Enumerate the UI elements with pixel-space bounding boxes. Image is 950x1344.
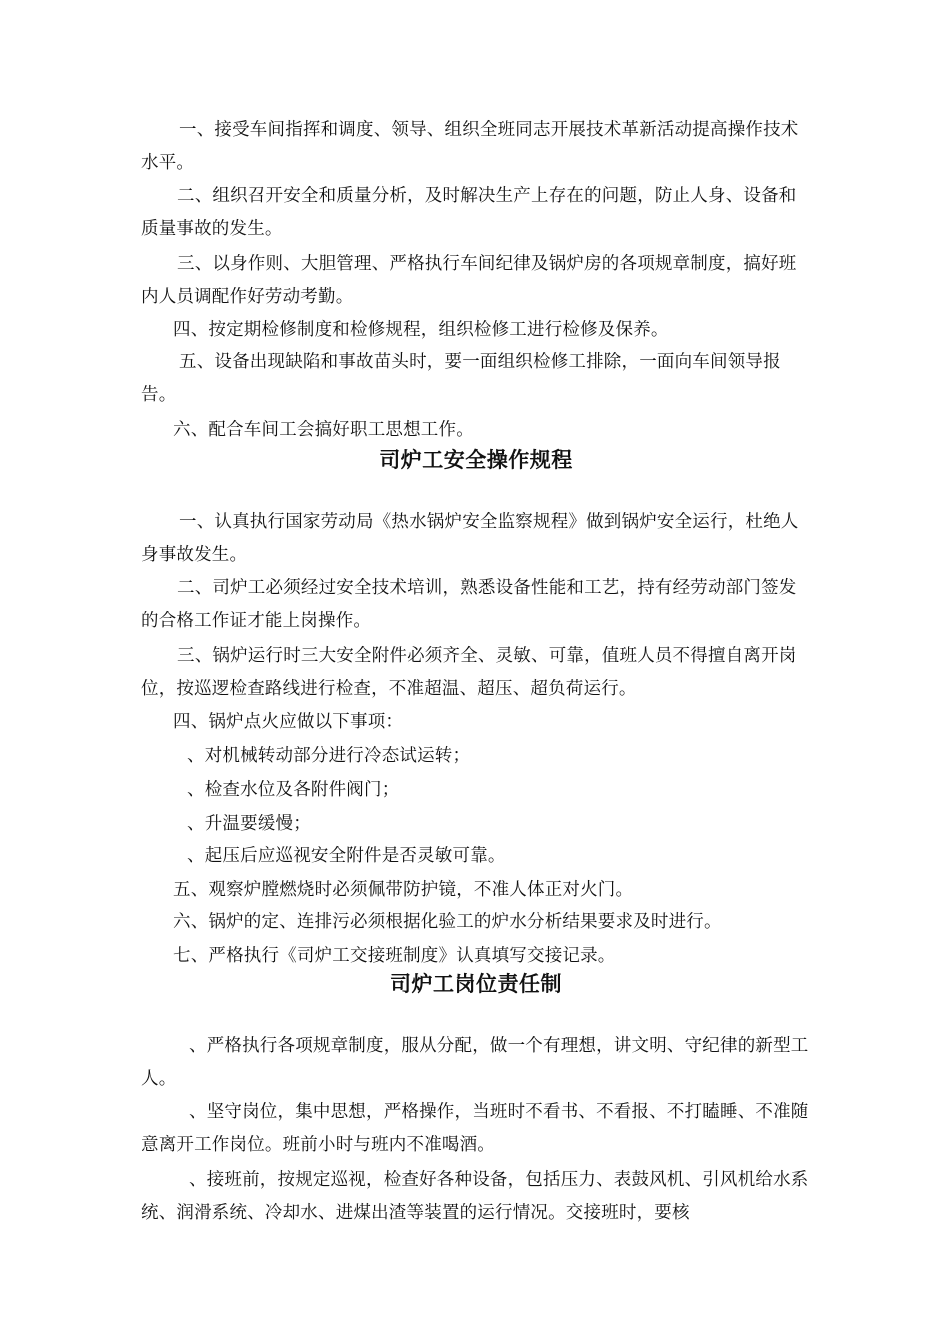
duty-item-1: 一、接受车间指挥和调度、领导、组织全班同志开展技术革新活动提高操作技术水平。	[141, 120, 799, 173]
duty-item-3: 三、以身作则、大胆管理、严格执行车间纪律及锅炉房的各项规章制度，搞好班内人员调配作好劳动考勤。	[141, 254, 797, 307]
section-title-job-responsibility: 司炉工岗位责任制	[390, 971, 562, 996]
duty-item-2: 二、组织召开安全和质量分析，及时解决生产上存在的问题，防止人身、设备和质量事故的发生。	[141, 186, 797, 239]
safety-rule-2: 二、司炉工必须经过安全技术培训，熟悉设备性能和工艺，持有经劳动部门签发的合格工作证才能上岗操作。	[141, 578, 797, 631]
duty-item-5: 五、设备出现缺陷和事故苗头时，要一面组织检修工排除，一面向车间领导报告。	[141, 352, 781, 405]
responsibility-item-2: 、坚守岗位，集中思想，严格操作，当班时不看书、不看报、不打瞌睡、不准随意离开工作岗位。班前小时与班内不准喝酒。	[141, 1102, 809, 1155]
safety-rule-7: 七、严格执行《司炉工交接班制度》认真填写交接记录。	[173, 946, 616, 966]
safety-rule-3: 三、锅炉运行时三大安全附件必须齐全、灵敏、可靠，值班人员不得擅自离开岗位，按巡逻检查路线进行检查，不准超温、超压、超负荷运行。	[141, 646, 797, 699]
safety-rule-4: 四、锅炉点火应做以下事项：	[173, 712, 404, 732]
ignition-step-2: 、检查水位及各附件阀门；	[187, 780, 400, 800]
ignition-step-3: 、升温要缓慢；	[187, 814, 311, 834]
section-title-safety-rules: 司炉工安全操作规程	[379, 447, 573, 472]
safety-rule-5: 五、观察炉膛燃烧时必须佩带防护镜，不准人体正对火门。	[173, 880, 634, 900]
ignition-step-1: 、对机械转动部分进行冷态试运转；	[187, 746, 471, 766]
safety-rule-1: 一、认真执行国家劳动局《热水锅炉安全监察规程》做到锅炉安全运行，杜绝人身事故发生。	[141, 512, 799, 565]
ignition-step-4: 、起压后应巡视安全附件是否灵敏可靠。	[187, 846, 506, 866]
duty-item-4: 四、按定期检修制度和检修规程，组织检修工进行检修及保养。	[173, 320, 669, 340]
safety-rule-6: 六、锅炉的定、连排污必须根据化验工的炉水分析结果要求及时进行。	[173, 912, 722, 932]
responsibility-item-1: 、严格执行各项规章制度，服从分配，做一个有理想，讲文明、守纪律的新型工人。	[141, 1036, 809, 1089]
duty-item-6: 六、配合车间工会搞好职工思想工作。	[173, 420, 474, 440]
responsibility-item-3: 、接班前，按规定巡视，检查好各种设备，包括压力、表鼓风机、引风机给水系统、润滑系统、冷却水、进煤出渣等装置的运行情况。交接班时，要核	[141, 1170, 809, 1223]
